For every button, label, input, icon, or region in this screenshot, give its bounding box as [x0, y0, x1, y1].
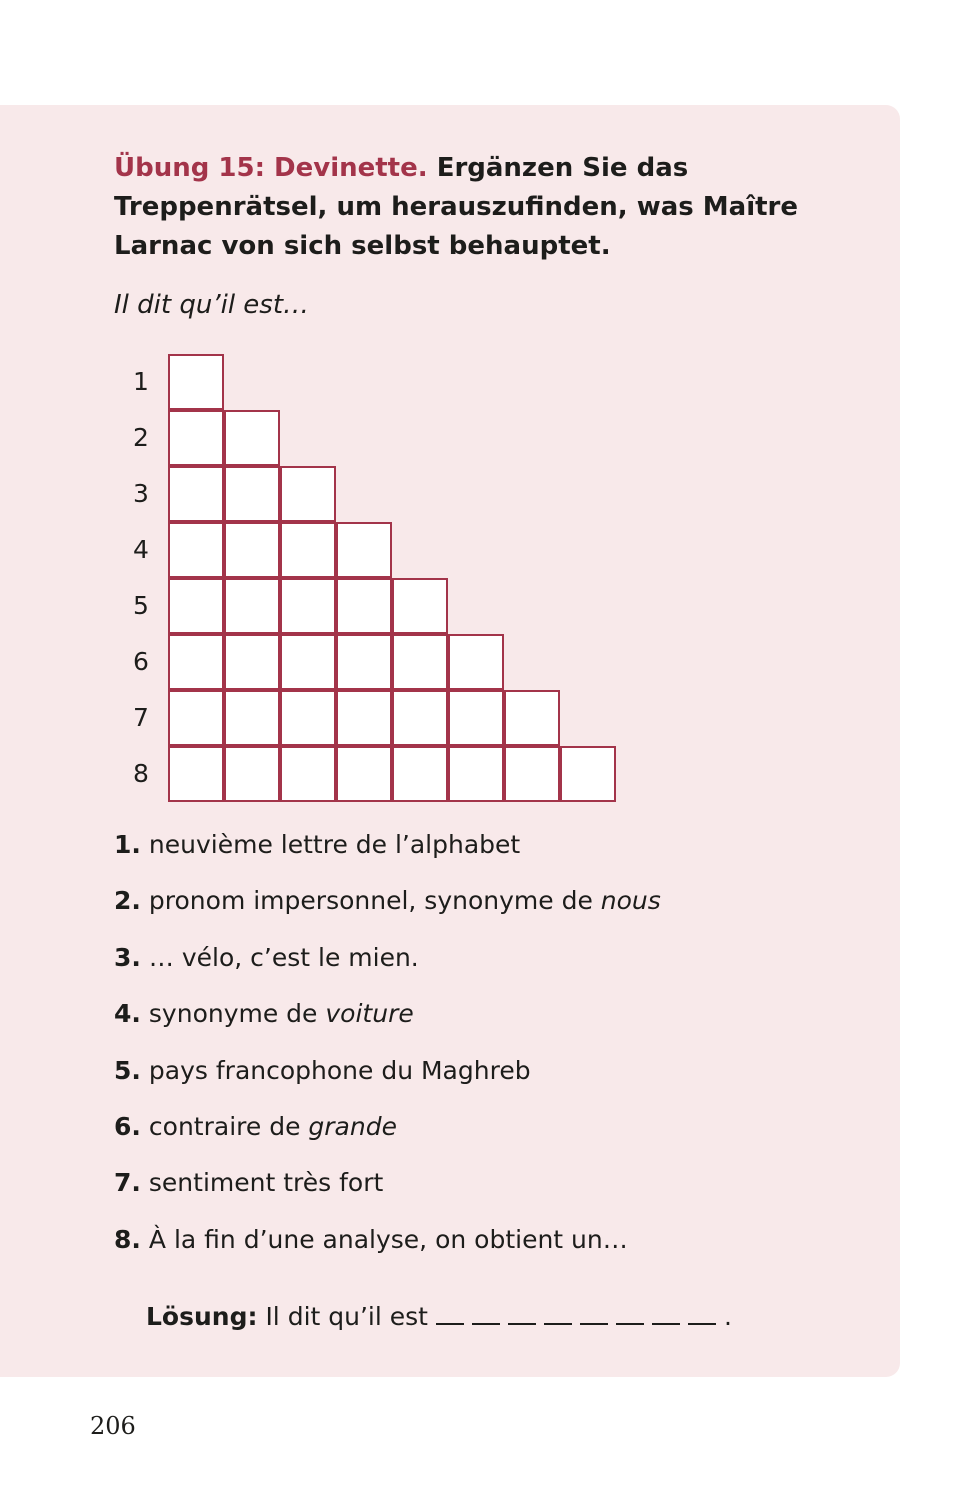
solution-blanks[interactable] [436, 1302, 724, 1331]
clue-number: 8. [114, 1224, 141, 1254]
solution-line [146, 1302, 732, 1331]
puzzle-cell[interactable] [168, 522, 224, 578]
clue-item [114, 995, 661, 1051]
clue-item [114, 826, 661, 882]
exercise-instruction: Ergänzen Sie das Treppenrätsel, um herauszufinden, was Maître Larnac von sich selbst behauptet. [114, 153, 799, 261]
puzzle-cell[interactable] [224, 522, 280, 578]
puzzle-cell[interactable] [504, 690, 560, 746]
clue-text: synonyme de [148, 999, 326, 1029]
clue-number: 1. [114, 830, 141, 859]
solution-blank[interactable] [508, 1319, 536, 1325]
puzzle-cell[interactable] [448, 690, 504, 746]
clue-item [114, 882, 661, 938]
clue-number: 3. [114, 942, 141, 972]
puzzle-cell[interactable] [224, 746, 280, 802]
puzzle-cell[interactable] [392, 578, 448, 634]
exercise-prompt: Il dit qu’il est… [114, 290, 310, 320]
row-number: 5 [133, 591, 149, 620]
clue-text: contraire de [148, 1111, 309, 1141]
puzzle-cell[interactable] [224, 634, 280, 690]
solution-blank[interactable] [688, 1319, 716, 1325]
puzzle-cell[interactable] [280, 522, 336, 578]
solution-blank[interactable] [652, 1319, 680, 1325]
puzzle-cell[interactable] [504, 746, 560, 802]
solution-label: Lösung: [146, 1302, 258, 1331]
puzzle-cell[interactable] [168, 634, 224, 690]
clue-item [114, 1108, 661, 1164]
puzzle-cell[interactable] [336, 634, 392, 690]
clue-number: 2. [114, 886, 141, 916]
puzzle-cell[interactable] [224, 410, 280, 466]
puzzle-cell[interactable] [336, 578, 392, 634]
clue-item [114, 1221, 661, 1277]
solution-blank[interactable] [436, 1319, 464, 1325]
solution-blank[interactable] [472, 1319, 500, 1325]
puzzle-cell[interactable] [560, 746, 616, 802]
solution-text: Il dit qu’il est [265, 1302, 428, 1331]
puzzle-cell[interactable] [336, 690, 392, 746]
puzzle-cell[interactable] [336, 746, 392, 802]
puzzle-cell[interactable] [336, 522, 392, 578]
puzzle-cell[interactable] [392, 634, 448, 690]
clue-text: … vélo, c’est le mien. [148, 942, 419, 972]
row-number: 8 [133, 759, 149, 788]
clue-item [114, 1052, 661, 1108]
solution-blank[interactable] [544, 1319, 572, 1325]
clue-item [114, 1164, 661, 1220]
puzzle-cell[interactable] [280, 634, 336, 690]
clue-number: 6. [114, 1111, 141, 1141]
clue-italic-word: nous [600, 886, 661, 916]
clue-italic-word: grande [308, 1111, 397, 1141]
clue-text: pronom impersonnel, synonyme de [148, 886, 601, 916]
page-number: 206 [90, 1412, 136, 1440]
clue-text: À la fin d’une analyse, on obtient un… [148, 1224, 628, 1254]
clue-text: sentiment très fort [148, 1168, 384, 1198]
solution-blank[interactable] [616, 1319, 644, 1325]
clue-item [114, 939, 661, 995]
clue-list [114, 826, 661, 1277]
puzzle-cell[interactable] [280, 746, 336, 802]
puzzle-cell[interactable] [392, 746, 448, 802]
row-number: 3 [133, 479, 149, 508]
puzzle-cell[interactable] [224, 690, 280, 746]
row-number: 2 [133, 423, 149, 452]
row-number: 7 [133, 703, 149, 732]
puzzle-cell[interactable] [168, 690, 224, 746]
solution-end: . [723, 1302, 732, 1331]
solution-blank[interactable] [580, 1319, 608, 1325]
puzzle-cell[interactable] [448, 634, 504, 690]
clue-number: 7. [114, 1168, 141, 1198]
clue-text: neuvième lettre de l’alphabet [148, 830, 521, 859]
puzzle-cell[interactable] [168, 746, 224, 802]
puzzle-cell[interactable] [280, 578, 336, 634]
puzzle-cell[interactable] [280, 690, 336, 746]
clue-number: 4. [114, 999, 141, 1029]
clue-number: 5. [114, 1055, 141, 1085]
row-number: 6 [133, 647, 149, 676]
puzzle-cell[interactable] [168, 354, 224, 410]
exercise-heading [114, 149, 874, 266]
row-number: 1 [133, 367, 149, 396]
puzzle-cell[interactable] [392, 690, 448, 746]
puzzle-cell[interactable] [280, 466, 336, 522]
puzzle-cell[interactable] [224, 578, 280, 634]
clue-italic-word: voiture [325, 999, 414, 1029]
row-number: 4 [133, 535, 149, 564]
exercise-title: Übung 15: Devinette. [114, 153, 428, 183]
puzzle-cell[interactable] [168, 410, 224, 466]
puzzle-cell[interactable] [168, 578, 224, 634]
puzzle-cell[interactable] [168, 466, 224, 522]
puzzle-cell[interactable] [224, 466, 280, 522]
clue-text: pays francophone du Maghreb [148, 1055, 531, 1085]
puzzle-cell[interactable] [448, 746, 504, 802]
